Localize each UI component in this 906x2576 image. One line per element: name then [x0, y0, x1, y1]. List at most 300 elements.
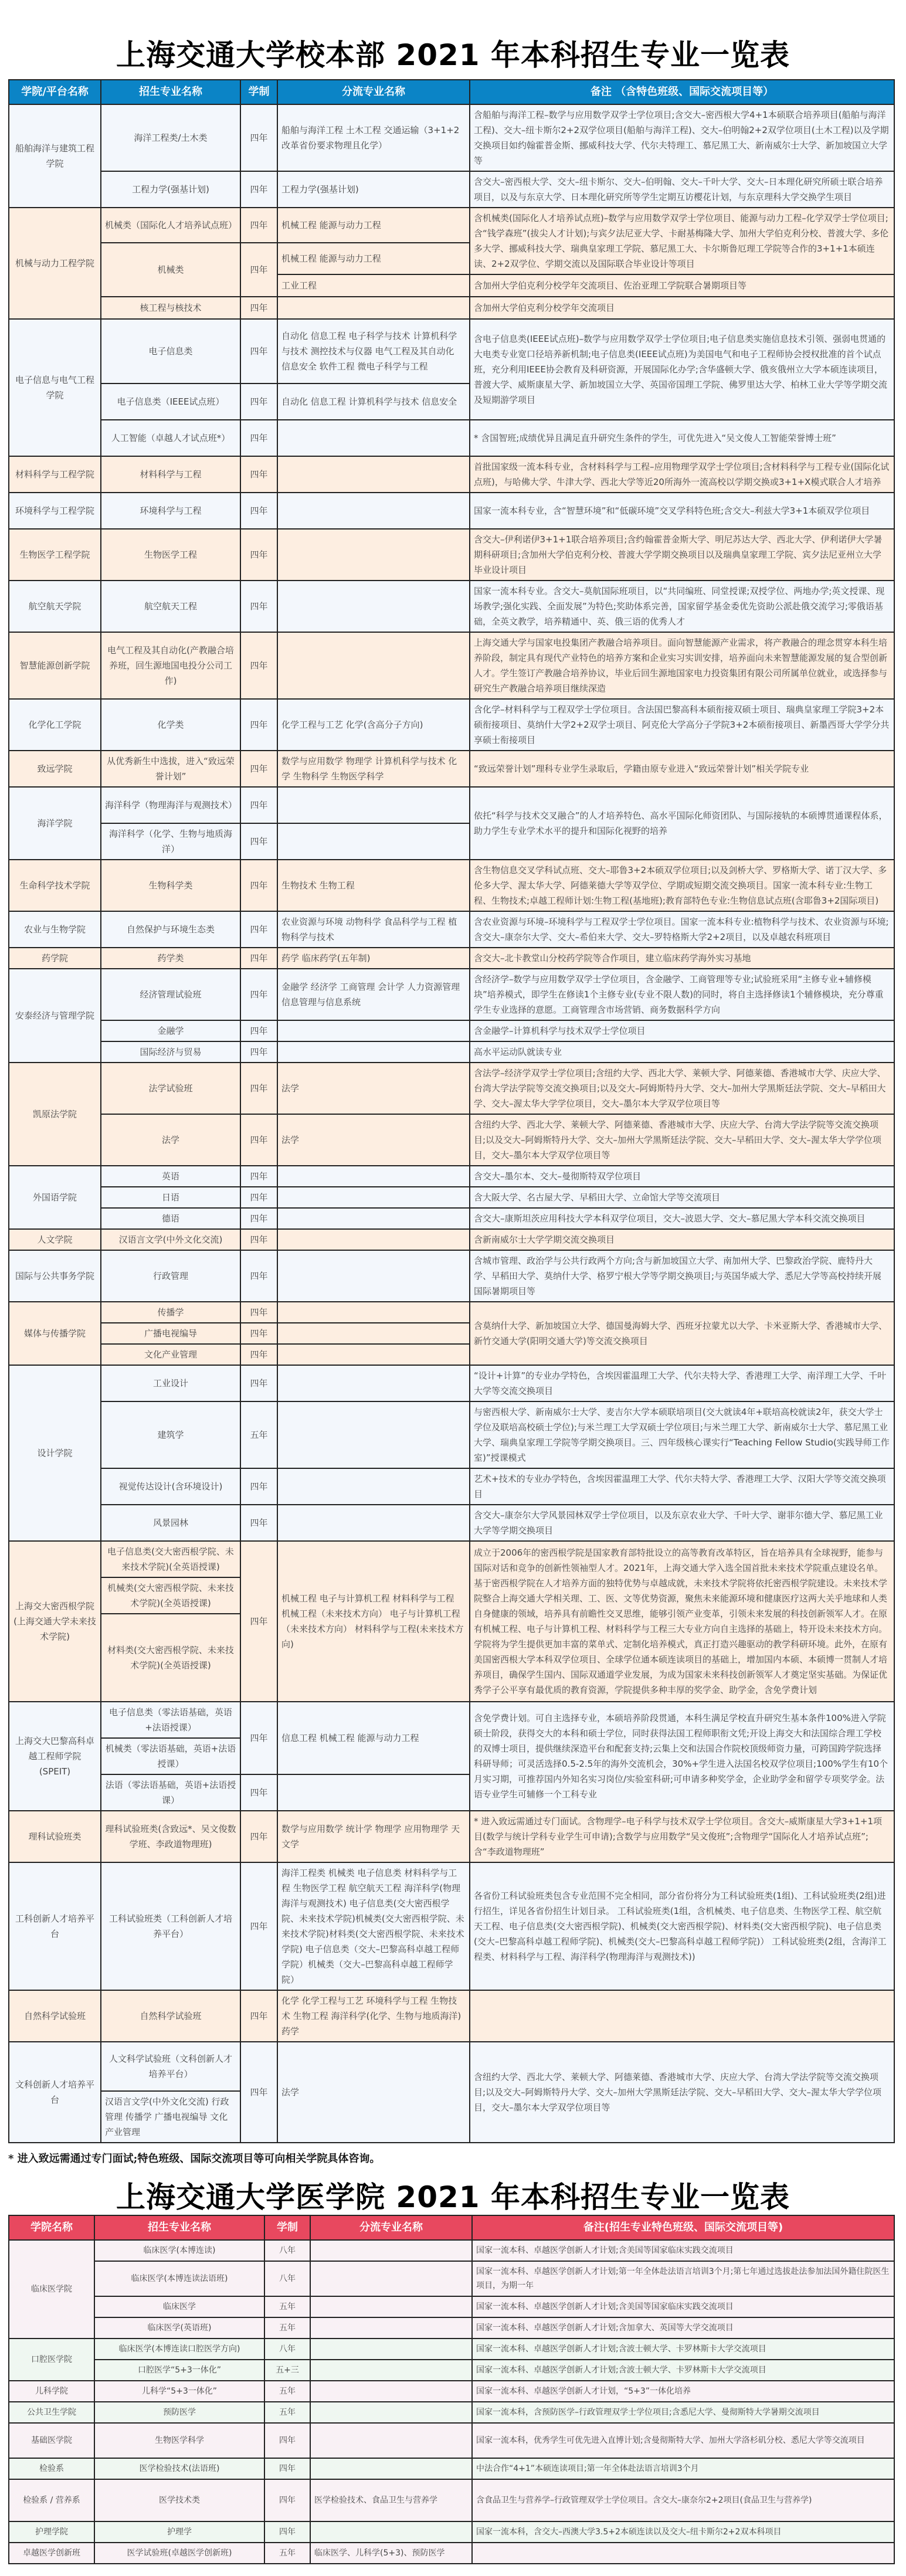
split-cell [277, 1344, 470, 1365]
years-cell: 四年 [240, 1774, 277, 1811]
note-cell: 含食品卫生与营养学–行政管理双学士学位项目。含交大–康奈尔2+2项目(食品卫生与营养学) [472, 2479, 894, 2521]
years-cell: 四年 [240, 1811, 277, 1862]
years-cell: 四年 [264, 2458, 310, 2479]
note-cell: 国家一流本科专业，含“智慧环境”和“低碳环境”交叉学科特色班;含交大–利兹大学3+1本硕双学位项目 [470, 493, 894, 529]
major-cell: 护理学 [94, 2521, 264, 2543]
major-cell: 日语 [101, 1187, 240, 1208]
note-cell: 国家一流本科、卓越医学创新人才计划;含加拿大、英国等大学交流项目 [472, 2317, 894, 2339]
note-cell [470, 1990, 894, 2042]
years-cell: 四年 [240, 2042, 277, 2143]
years-cell: 四年 [240, 1250, 277, 1302]
major-cell: 海洋科学（物理海洋与观测技术） [101, 787, 240, 823]
years-cell: 四年 [240, 1166, 277, 1187]
major-cell: 生物医学工程 [101, 529, 240, 581]
note-cell: 各省份工科试验班类包含专业范围不完全相同，部分省份将分为工科试验班类(1组)、工科试验班类(2组)进行招生，详见各省份招生计划目录。 工科试验班类(1组，含机械类、电子信息类、生物医学工程、航空航天工程、电子信息类(交大密西根学院)、机械类(交大密西根学院)、材料类(交大密西根学院)、电子信息类(交大–巴黎高科卓越工程师学院)、机械类(交大–巴黎高科卓越工程师学院)） 工科试验班类(2组，含海洋工程类、材料科学与工程、海洋科学(物理海洋与观测技术)) [470, 1862, 894, 1990]
split-cell [277, 1468, 470, 1505]
note-cell: 含法学–经济学双学士学位项目;含纽约大学、西北大学、莱顿大学、阿德莱德、香港城市大学、庆应大学、台湾大学法学院等交流交换项目;以及交大–阿姆斯特丹大学、交大–加州大学黑斯廷法学院、交大–早稻田大学、交大–渥太华大学学位项目，交大–墨尔本大学双学位项目等 [470, 1063, 894, 1114]
college-cell: 航空航天学院 [9, 581, 101, 632]
header-major: 招生专业名称 [94, 2215, 264, 2240]
major-cell: 电气工程及其自动化(产教融合培养班，回生源地国电投分公司工作) [101, 632, 240, 699]
split-cell [310, 2296, 472, 2317]
years-cell: 四年 [240, 1208, 277, 1229]
split-cell: 临床医学、儿科学(5+3)、预防医学 [310, 2543, 472, 2564]
years-cell: 四年 [240, 751, 277, 787]
college-cell: 农业与生物学院 [9, 911, 101, 948]
note-cell: 国家一流本科、卓越医学创新人才计划;第一年全体赴法语言培训3个月;第七年通过选拔赴法参加法国外籍住院医生项目，为期一年 [472, 2261, 894, 2296]
major-cell: 环境科学与工程 [101, 493, 240, 529]
major-cell: 生物科学类 [101, 860, 240, 911]
table-row [9, 1020, 894, 1041]
note-cell: 含莫纳什大学、新加坡国立大学、德国曼海姆大学、西班牙拉蒙尤以大学、卡米亚斯大学、香港城市大学、新竹交通大学(阳明交通大学)等交流交换项目 [470, 1302, 894, 1365]
split-cell: 农业资源与环境 动物科学 食品科学与工程 植物科学与技术 [277, 911, 470, 948]
college-cell: 文科创新人才培养平台 [9, 2042, 101, 2143]
college-cell: 自然科学试验班 [9, 1990, 101, 2042]
split-cell [310, 2240, 472, 2261]
split-cell [277, 1365, 470, 1401]
major-cell: 传播学 [101, 1302, 240, 1323]
note-cell: * 进入致远需通过专门面试。含物理学–电子科学与技术双学士学位项目。含交大–威斯康星大学3+1+1项目(数学与统计学科专业学生可申请);含数学与应用数学“吴文俊班”;含物理学“国际化人才培养试点班”;含“李政道物理班” [470, 1811, 894, 1862]
major-cell: 广播电视编导 [101, 1323, 240, 1344]
major-cell: 法学试验班 [101, 1063, 240, 1114]
college-cell: 上海交大巴黎高科卓越工程师学院(SPEIT) [9, 1702, 101, 1811]
split-cell: 工业工程 [277, 274, 470, 297]
note-cell: 含城市管理、政治学与公共行政两个方向;含与新加坡国立大学、南加州大学、巴黎政治学院、鹿特丹大学、早稻田大学、莫纳什大学、格罗宁根大学等学期交换项目;与英国华威大学、悉尼大学等高校持续开展国际暑期项目等 [470, 1250, 894, 1302]
note-cell: 含农业资源与环境–环境科学与工程双学士学位项目。国家一流本科专业:植物科学与技术、农业资源与环境;含交大–康奈尔大学、交大–希伯来大学、交大–罗特格斯大学2+2项目，以及卓越农科班项目 [470, 911, 894, 948]
table-row [9, 1229, 894, 1250]
note-cell: 含免学费计划。可自主选择专业，本硕培养阶段贯通，本科生满足学校直升研究生基本条件100%进入学院硕士阶段，获得交大的本科和硕士学位，同时获得法国工程师职衔文凭;开设上海交大和法国综合理工学校的双博士项目，提供继续深造平台和配套支持;云集上交和法国合作院校顶级师资力量，可跨国跨学院选择科研导师；可灵活选择0.5-2.5年的海外交流机会，30%+学生进入法国名校双学位项目;100%学生有10个月实习期，可推荐国内外知名实习岗位/实验室科研;可申请多种奖学金，企业助学金和留学专项奖学金。法语专业学生可辅修一个工科专业 [470, 1702, 894, 1811]
major-cell: 行政管理 [101, 1250, 240, 1302]
note-cell: * 含国智班;成绩优异且满足直升研究生条件的学生，可优先进入“吴文俊人工智能荣誉博士班” [470, 420, 894, 456]
split-cell [310, 2381, 472, 2402]
years-cell: 四年 [240, 1302, 277, 1323]
years-cell: 四年 [240, 1468, 277, 1505]
split-cell: 汉语言文学(中外文化交流) 行政管理 传播学 广播电视编导 文化产业管理 [101, 2091, 240, 2143]
years-cell: 四年 [240, 1114, 277, 1166]
split-cell [277, 1166, 470, 1187]
split-cell: 自动化 信息工程 计算机科学与技术 信息安全 [277, 383, 470, 420]
split-cell [277, 1401, 470, 1468]
split-cell [277, 632, 470, 699]
major-cell: 工业设计 [101, 1365, 240, 1401]
split-cell [277, 297, 470, 319]
years-cell: 四年 [240, 1229, 277, 1250]
table-row [9, 2402, 894, 2423]
split-cell: 医学检验技术、食品卫生与营养学 [310, 2479, 472, 2521]
split-cell [277, 529, 470, 581]
years-cell: 四年 [240, 297, 277, 319]
major-cell: 临床医学(英语班) [94, 2317, 264, 2339]
college-cell: 电子信息与电气工程学院 [9, 319, 101, 456]
college-cell: 护理学院 [9, 2521, 94, 2543]
header-college: 学院名称 [9, 2215, 94, 2240]
table-row [9, 1187, 894, 1208]
table-row [9, 2240, 894, 2261]
major-cell: 金融学 [101, 1020, 240, 1041]
note-cell: 含交大–密西根大学、交大–纽卡斯尔、交大–伯明翰、交大–千叶大学、交大–日本理化研究所硕士联合培养项目，以及与东京大学、日本理化研究所等学生定期互访樱花计划，与东京理科大学交换学生项目 [470, 171, 894, 208]
major-cell: 医学检验技术(法语班) [94, 2458, 264, 2479]
split-cell [277, 1020, 470, 1041]
years-cell: 四年 [240, 456, 277, 493]
major-cell: 文化产业管理 [101, 1344, 240, 1365]
college-cell: 海洋学院 [9, 787, 101, 860]
years-cell: 四年 [240, 823, 277, 860]
table-row [9, 208, 894, 243]
major-cell: 医学技术类 [94, 2479, 264, 2521]
major-cell: 机械类（国际化人才培养试点班） [101, 208, 240, 243]
years-cell: 四年 [240, 243, 277, 297]
split-cell [310, 2317, 472, 2339]
college-cell: 安泰经济与管理学院 [9, 969, 101, 1063]
table-row [9, 1208, 894, 1229]
table-row [9, 948, 894, 969]
main-campus-table [8, 79, 895, 2143]
split-cell [277, 1302, 470, 1323]
college-cell: 智慧能源创新学院 [9, 632, 101, 699]
major-cell: 经济管理试验班 [101, 969, 240, 1020]
major-cell: 自然保护与环境生态类 [101, 911, 240, 948]
note-cell: 中法合作“4+1”本硕连读项目;第一年全体赴法语言培训3个月 [472, 2458, 894, 2479]
years-cell: 四年 [240, 1862, 277, 1990]
medical-table [8, 2215, 895, 2564]
note-cell: 成立于2006年的密西根学院是国家教育部特批设立的高等教育改革特区，旨在培养具有全球视野，能参与国际对话和竞争的创新性领袖型人才。2021年，上海交通大学入选全国首批未来技术学院重点建设名单。基于密西根学院在人才培养方面的独特优势与卓越成就，未来技术学院将依托密西根学院建设。未来技术学院整合上海交通大学相关理、工、医、文等优势资源，聚焦未来能源环境和健康医疗这两大关乎地球和人类自身健康的领域，培养具有前瞻性交叉思维，能够引领产业变革，引领未来发展的科技创新领军人才。在原有机械工程、电子与计算机工程、材料科学与工程三大专业方向自主选择的基础上，特开设未来技术方向。学院将为学生提供更加丰富的菜单式、定制化培养模式，真正打造兴趣驱动的教学科研环境。此外，在原有美国密西根大学本科双学位项目、全球学位通本硕连读项目的基础上，增加国内本硕、本硕博一贯制人才培养项目，确保学生国内、国际双通道学业发展，为成为国家未来科技创新领军人才奠定坚实基础。为保证优秀学子公平享有最优质的教育资源，学院提供多种丰厚的奖学金、助学金，含免学费计划 [470, 1541, 894, 1702]
table-row [9, 2423, 894, 2458]
split-cell [277, 1229, 470, 1250]
table-row [9, 1365, 894, 1401]
major-cell: 医学试验班(卓越医学创新班) [94, 2543, 264, 2564]
major-cell: 汉语言文学(中外文化交流) [101, 1229, 240, 1250]
major-cell: 机械类 [101, 243, 240, 297]
split-cell [310, 2261, 472, 2296]
note-cell: 国家一流本科、卓越医学创新人才计划;含波士顿大学、卡罗林斯卡大学交流项目 [472, 2339, 894, 2360]
major-cell: 机械类(交大密西根学院、未来技术学院)(全英语授课) [101, 1577, 240, 1614]
years-cell: 五年 [264, 2402, 310, 2423]
split-cell [277, 1208, 470, 1229]
header-years: 学制 [240, 80, 277, 104]
footnote: * 进入致远需通过专门面试;特色班级、国际交流项目等可向相关学院具体咨询。 [8, 2153, 381, 2165]
table-row [9, 632, 894, 699]
major-cell: 从优秀新生中选拔，进入“致远荣誉计划” [101, 751, 240, 787]
table-row [9, 787, 894, 823]
major-cell: 临床医学(本博连读法语班) [94, 2261, 264, 2296]
split-cell [310, 2339, 472, 2360]
college-cell: 材料科学与工程学院 [9, 456, 101, 493]
note-cell: 含机械类(国际化人才培养试点班)–数学与应用数学双学士学位项目、能源与动力工程–化学双学士学位项目;含“钱学森班”(拔尖人才计划);与宾夕法尼亚大学、卡耐基梅隆大学、加州大学伯克利分校、普渡大学、多伦多大学、挪威科技大学、瑞典皇家理工学院、慕尼黑工大、卡尔斯鲁厄理工学院等合作的3+1+1本硕连读、2+2双学位、学期交流以及国际联合毕业设计等项目 [470, 208, 894, 274]
split-cell [277, 1323, 470, 1344]
years-cell: 四年 [240, 1323, 277, 1344]
split-cell: 机械工程 电子与计算机工程 材料科学与工程 机械工程（未来技术方向） 电子与计算机工程（未来技术方向） 材料科学与工程(未来技术方向) [277, 1541, 470, 1702]
split-cell: 法学 [277, 2042, 470, 2143]
years-cell: 四年 [240, 171, 277, 208]
header-note: 备注(招生专业特色班级、国际交流项目等) [472, 2215, 894, 2240]
table-row [9, 751, 894, 787]
years-cell: 四年 [264, 2479, 310, 2521]
college-cell: 致远学院 [9, 751, 101, 787]
years-cell: 五年 [240, 1401, 277, 1468]
note-cell: 国家一流本科专业。含交大–莫航国际班项目，以“共同编班、同堂授课;双授学位、两地办学;英文授课、现场教学;强化实践、全面发展”为特色;奖助体系完善，国家留学基金委优先资助公派赴俄交流学习;零俄语基础，全英文教学，培养精通中、英、俄三语的优秀人才 [470, 581, 894, 632]
note-cell: 国家一流本科、卓越医学创新人才计划;含美国等国家临床实践交流项目 [472, 2240, 894, 2261]
note-cell: 与密西根大学、新南威尔士大学、麦吉尔大学本硕联培项目(交大就读4年+联培高校就读2年，获交大学士学位及联培高校硕士学位);与米兰理工大学双硕士学位项目;与米兰理工大学、新南威尔士大学、慕尼黑工业大学、瑞典皇家理工学院等学期交换项目。三、四年级核心课实行“Teaching Fellow Studio(实践导师工作室)”授课模式 [470, 1401, 894, 1468]
years-cell: 五+三 [264, 2360, 310, 2381]
table-row [9, 1063, 894, 1114]
major-cell: 工科试验班类（工科创新人才培养平台） [101, 1862, 240, 1990]
split-cell [310, 2458, 472, 2479]
note-cell: “致远荣誉计划”理科专业学生录取后，学籍由原专业进入“致远荣誉计划”相关学院专业 [470, 751, 894, 787]
college-cell: 上海交大密西根学院(上海交通大学未来技术学院) [9, 1541, 101, 1702]
major-cell: 临床医学(本博连读) [94, 2240, 264, 2261]
note-cell: 含交大–康奈尔大学风景园林双学士学位项目，以及东京农业大学、千叶大学、谢菲尔德大学、慕尼黑工业大学等学期交换项目 [470, 1505, 894, 1541]
major-cell: 国际经济与贸易 [101, 1041, 240, 1063]
major-cell: 材料类(交大密西根学院、未来技术学院)(全英语授课) [101, 1614, 240, 1702]
split-cell [277, 787, 470, 823]
college-cell: 人文学院 [9, 1229, 101, 1250]
note-cell: 含新南威尔士大学学期交流交换项目 [470, 1229, 894, 1250]
split-cell: 工程力学(强基计划) [277, 171, 470, 208]
note-cell [472, 2543, 894, 2564]
medical-table-body [9, 2240, 894, 2564]
college-cell: 理科试验班类 [9, 1811, 101, 1862]
major-cell: 口腔医学“5+3一体化” [94, 2360, 264, 2381]
years-cell: 四年 [240, 104, 277, 171]
note-cell: 上海交通大学与国家电投集团产教融合培养项目。面向智慧能源产业需求，将产教融合的理念贯穿本科生培养阶段，制定具有现代产业特色的培养方案和企业实习实训安排，培养面向未来智慧能源发展的复合型创新人才。学生签订产教融合培养协议，毕业后回生源地国家电力投资集团有限公司所属单位就业，或选择参与研究生产教融合培养项目继续深造 [470, 632, 894, 699]
note-cell: 含电子信息类(IEEE试点班)–数学与应用数学双学士学位项目;电子信息类实施信息技术引领、强弱电贯通的大电类专业宽口径培养新机制;电子信息类(IEEE试点班)为美国电气和电子工程师协会授权批准的首个试点班，充分利用IEEE协会教育及科研资源，开展国际化办学;含华盛顿大学、俄亥俄州立大学本硕连读项目，普渡大学、威斯康星大学、新加坡国立大学、英国帝国理工学院、佛罗里达大学、柏林工业大学等学期交流及短期游学项目 [470, 319, 894, 420]
table-row [9, 529, 894, 581]
table-row [9, 2479, 894, 2521]
header-split: 分流专业名称 [310, 2215, 472, 2240]
split-cell [310, 2402, 472, 2423]
years-cell: 四年 [240, 581, 277, 632]
split-cell [310, 2360, 472, 2381]
table-row [9, 1114, 894, 1166]
split-cell [277, 420, 470, 456]
college-cell: 国际与公共事务学院 [9, 1250, 101, 1302]
college-cell: 设计学院 [9, 1365, 101, 1541]
major-cell: 预防医学 [94, 2402, 264, 2423]
note-cell: 含纽约大学、西北大学、莱顿大学、阿德莱德、香港城市大学、庆应大学、台湾大学法学院等交流交换项目;以及交大–阿姆斯特丹大学、交大–加州大学黑斯廷法学院、交大–早稻田大学、交大–渥太华大学学位项目，交大–墨尔本大学双学位项目等 [470, 2042, 894, 2143]
years-cell: 四年 [240, 420, 277, 456]
table-row [9, 2360, 894, 2381]
major-cell: 自然科学试验班 [101, 1990, 240, 2042]
split-cell [310, 2423, 472, 2458]
note-cell: “设计+计算”的专业办学特色，含埃因霍温理工大学、代尔夫特大学、香港理工大学、南洋理工大学、千叶大学等交流交换项目 [470, 1365, 894, 1401]
major-cell: 建筑学 [101, 1401, 240, 1468]
major-cell: 人文科学试验班（文科创新人才培养平台） [101, 2042, 240, 2091]
table-row [9, 699, 894, 751]
note-cell: 国家一流本科，优秀学生可优先进入直博计划;含曼彻斯特大学、加州大学洛杉矶分校、悉尼大学等交流项目 [472, 2423, 894, 2458]
table-row [9, 1166, 894, 1187]
table-row [9, 297, 894, 319]
table-row [9, 1041, 894, 1063]
split-cell: 生物技术 生物工程 [277, 860, 470, 911]
major-cell: 人工智能（卓越人才试点班*） [101, 420, 240, 456]
table-row [9, 1468, 894, 1505]
table-row [9, 1302, 894, 1323]
note-cell: 含交大–北卡教堂山分校药学院等合作项目，建立临床药学海外实习基地 [470, 948, 894, 969]
table-row [9, 2296, 894, 2317]
note-cell: 含纽约大学、西北大学、莱顿大学、阿德莱德、香港城市大学、庆应大学、台湾大学法学院等交流交换项目;以及交大–阿姆斯特丹大学、交大–加州大学黑斯廷法学院、交大–早稻田大学、交大–渥太华大学学位项目，交大–墨尔本大学双学位项目等 [470, 1114, 894, 1166]
major-cell: 电子信息类（IEEE试点班） [101, 383, 240, 420]
table-row [9, 1702, 894, 1738]
table-row [9, 420, 894, 456]
table-row [9, 1541, 894, 1577]
table-row [9, 456, 894, 493]
split-cell [277, 823, 470, 860]
header-college: 学院/平台名称 [9, 80, 101, 104]
split-cell: 数学与应用数学 统计学 物理学 应用物理学 天文学 [277, 1811, 470, 1862]
split-cell [277, 1505, 470, 1541]
college-cell: 船舶海洋与建筑工程学院 [9, 104, 101, 208]
years-cell: 四年 [240, 1187, 277, 1208]
note-cell: 国家一流本科，含预防医学–行政管理双学士学位项目;含悉尼大学、曼彻斯特大学暑期交流项目 [472, 2402, 894, 2423]
header-years: 学制 [264, 2215, 310, 2240]
major-cell: 英语 [101, 1166, 240, 1187]
note-cell: 含金融学–计算机科学与技术双学士学位项目 [470, 1020, 894, 1041]
note-cell: 首批国家级一流本科专业，含材料科学与工程–应用物理学双学士学位项目;含材料科学与工程专业(国际化试点班)，与哈佛大学、牛津大学、西北大学等近20所海外一流高校以学期交换或3+1+X模式联合人才培养 [470, 456, 894, 493]
major-cell: 电子信息类(交大密西根学院、未来技术学院)(全英语授课) [101, 1541, 240, 1577]
major-cell: 德语 [101, 1208, 240, 1229]
years-cell: 五年 [264, 2317, 310, 2339]
header-major: 招生专业名称 [101, 80, 240, 104]
note-cell: 含经济学–数学与应用数学双学士学位项目，含金融学、工商管理等专业;试验班采用“主修专业+辅修模块”培养模式，即学生在修读1个主修专业(专业不限人数)的同时，将自主选择修读1个辅修模块，充分尊重学生专业选择的意愿。工商管理含市场营销、商务数据科学方向 [470, 969, 894, 1020]
table-row [9, 1250, 894, 1302]
table-row [9, 1862, 894, 1990]
major-cell: 理科试验班类(含致远*、吴文俊数学班、李政道物理班) [101, 1811, 240, 1862]
years-cell: 四年 [240, 1020, 277, 1041]
major-cell: 工程力学(强基计划) [101, 171, 240, 208]
years-cell: 四年 [240, 948, 277, 969]
note-cell: 含加州大学伯克利分校学年交流项目、佐治亚理工学院联合暑期项目等 [470, 274, 894, 297]
major-cell: 化学类 [101, 699, 240, 751]
header-split: 分流专业名称 [277, 80, 470, 104]
college-cell: 药学院 [9, 948, 101, 969]
note-cell: 含大阪大学、名古屋大学、早稻田大学、立命馆大学等交流项目 [470, 1187, 894, 1208]
table-row [9, 1505, 894, 1541]
college-cell: 检验系 / 营养系 [9, 2479, 94, 2521]
major-cell: 法学 [101, 1114, 240, 1166]
years-cell: 四年 [240, 969, 277, 1020]
page-title: 上海交通大学校本部 2021 年本科招生专业一览表 [116, 38, 790, 72]
table-row [9, 860, 894, 911]
years-cell: 四年 [240, 1063, 277, 1114]
college-cell: 公共卫生学院 [9, 2402, 94, 2423]
note-cell: 国家一流本科，含交大–西澳大学3.5+2本硕连读以及交大–纽卡斯尔2+2双本科项目 [472, 2521, 894, 2543]
college-cell: 生命科学技术学院 [9, 860, 101, 911]
table-row [9, 581, 894, 632]
table-row [9, 2521, 894, 2543]
split-cell: 自动化 信息工程 电子科学与技术 计算机科学与技术 测控技术与仪器 电气工程及其自动化 信息安全 软件工程 微电子科学与工程 [277, 319, 470, 383]
college-cell: 机械与动力工程学院 [9, 208, 101, 319]
years-cell: 五年 [264, 2381, 310, 2402]
major-cell: 生物医学科学 [94, 2423, 264, 2458]
table-row [9, 104, 894, 171]
college-cell: 工科创新人才培养平台 [9, 1862, 101, 1990]
college-cell: 检验系 [9, 2458, 94, 2479]
table-row [9, 2339, 894, 2360]
major-cell: 海洋工程类/土木类 [101, 104, 240, 171]
note-cell: 含加州大学伯克利分校学年交流项目 [470, 297, 894, 319]
years-cell: 四年 [240, 632, 277, 699]
years-cell: 四年 [240, 493, 277, 529]
split-cell: 机械工程 能源与动力工程 [277, 243, 470, 274]
note-cell: 含交大–伊利诺伊3+1+1联合培养项目;含约翰霍普金斯大学、明尼苏达大学、西北大学、伊利诺伊大学暑期科研项目;含加州大学伯克利分校、普渡大学学期交换项目以及瑞典皇家理工学院、宾夕法尼亚州立大学毕业设计项目 [470, 529, 894, 581]
years-cell: 四年 [240, 1990, 277, 2042]
major-cell: 儿科学“5+3一体化” [94, 2381, 264, 2402]
major-cell: 药学类 [101, 948, 240, 969]
table-row [9, 2381, 894, 2402]
years-cell: 四年 [240, 1505, 277, 1541]
major-cell: 风景园林 [101, 1505, 240, 1541]
split-cell [277, 456, 470, 493]
split-cell: 数学与应用数学 物理学 计算机科学与技术 化学 生物科学 生物医学科学 [277, 751, 470, 787]
split-cell [277, 581, 470, 632]
split-cell: 信息工程 机械工程 能源与动力工程 [277, 1702, 470, 1774]
table-row [9, 911, 894, 948]
split-cell [277, 1250, 470, 1302]
college-cell: 临床医学院 [9, 2240, 94, 2339]
college-cell: 凯原法学院 [9, 1063, 101, 1166]
major-cell: 机械类（零法语基础，英语+法语授课） [101, 1738, 240, 1774]
years-cell: 五年 [264, 2543, 310, 2564]
years-cell: 四年 [240, 1041, 277, 1063]
college-cell: 媒体与传播学院 [9, 1302, 101, 1365]
note-cell: 艺术+技术的专业办学特色，含埃因霍温理工大学、代尔夫特大学、香港理工大学、汉阳大学等交流交换项目 [470, 1468, 894, 1505]
note-cell: 国家一流本科、卓越医学创新人才计划;含美国等国家临床实践交流项目 [472, 2296, 894, 2317]
split-cell [310, 2521, 472, 2543]
table-header-row [9, 2215, 894, 2240]
years-cell: 四年 [240, 1702, 277, 1774]
note-cell: 含生物信息交叉学科试点班、交大–耶鲁3+2本硕双学位项目;以及剑桥大学、罗格斯大学、诺丁汉大学、多伦多大学、渥太华大学、阿德莱德大学等双学位、学期或短期交流交换项目。国家一流本科专业:生物工程、生物技术;卓越工程师计划:生物工程(基地班);教育部特色专业:生物信息试点班(含耶鲁3+2国际项目) [470, 860, 894, 911]
table-row [9, 493, 894, 529]
college-cell: 基础医学院 [9, 2423, 94, 2458]
split-cell: 机械工程 能源与动力工程 [277, 208, 470, 243]
split-cell [277, 1774, 470, 1811]
years-cell: 四年 [240, 1541, 277, 1702]
split-cell [277, 1187, 470, 1208]
split-cell: 海洋工程类 机械类 电子信息类 材料科学与工程 生物医学工程 航空航天工程 海洋科学(物理海洋与观测技术) 电子信息类(交大密西根学院、未来技术学院)机械类(交大密西根学院、未来技术学院)材料类(交大密西根学院、未来技术学院) 电子信息类（交大–巴黎高科卓越工程师学院）机械类（交大–巴黎高科卓越工程师学院） [277, 1862, 470, 1990]
years-cell: 四年 [240, 1365, 277, 1401]
years-cell: 四年 [240, 787, 277, 823]
split-cell: 化学工程与工艺 化学(含高分子方向) [277, 699, 470, 751]
table-row [9, 1990, 894, 2042]
college-cell: 卓越医学创新班 [9, 2543, 94, 2564]
table-row [9, 2543, 894, 2564]
years-cell: 四年 [240, 529, 277, 581]
split-cell [277, 493, 470, 529]
major-cell: 临床医学 [94, 2296, 264, 2317]
years-cell: 四年 [264, 2521, 310, 2543]
split-cell: 药学 临床药学(五年制) [277, 948, 470, 969]
major-cell: 航空航天工程 [101, 581, 240, 632]
split-cell [277, 1041, 470, 1063]
college-cell: 生物医学工程学院 [9, 529, 101, 581]
major-cell: 海洋科学（化学、生物与地质海洋） [101, 823, 240, 860]
medical-title: 上海交通大学医学院 2021 年本科招生专业一览表 [116, 2180, 790, 2214]
years-cell: 四年 [240, 383, 277, 420]
table-row [9, 171, 894, 208]
split-cell: 化学 化学工程与工艺 环境科学与工程 生物技术 生物工程 海洋科学(化学、生物与地质海洋) 药学 [277, 1990, 470, 2042]
split-cell: 船舶与海洋工程 土木工程 交通运输（3+1+2改革省份要求物理且化学） [277, 104, 470, 171]
note-cell: 含化学–材料科学与工程双学士学位项目。含法国巴黎高科本硕衔接双硕士项目、瑞典皇家理工学院3+2本硕衔接项目、莫纳什大学2+2双学士项目、阿克伦大学高分子学院3+2本硕衔接项目、新墨西哥大学学分共享硕士衔接项目 [470, 699, 894, 751]
split-cell: 金融学 经济学 工商管理 会计学 人力资源管理 信息管理与信息系统 [277, 969, 470, 1020]
years-cell: 四年 [240, 699, 277, 751]
college-cell: 环境科学与工程学院 [9, 493, 101, 529]
major-cell: 临床医学(本博连读口腔医学方向) [94, 2339, 264, 2360]
years-cell: 四年 [240, 208, 277, 243]
years-cell: 八年 [264, 2240, 310, 2261]
major-cell: 法语（零法语基础，英语+法语授课） [101, 1774, 240, 1811]
note-cell: 国家一流本科、卓越医学创新人才计划，“5+3”一体化培养 [472, 2381, 894, 2402]
table-row [9, 2317, 894, 2339]
note-cell: 依托“科学与技术交叉融合”的人才培养特色、高水平国际化师资团队、与国际接轨的本硕博贯通课程体系，助力学生专业学术水平的提升和国际化视野的培养 [470, 787, 894, 860]
